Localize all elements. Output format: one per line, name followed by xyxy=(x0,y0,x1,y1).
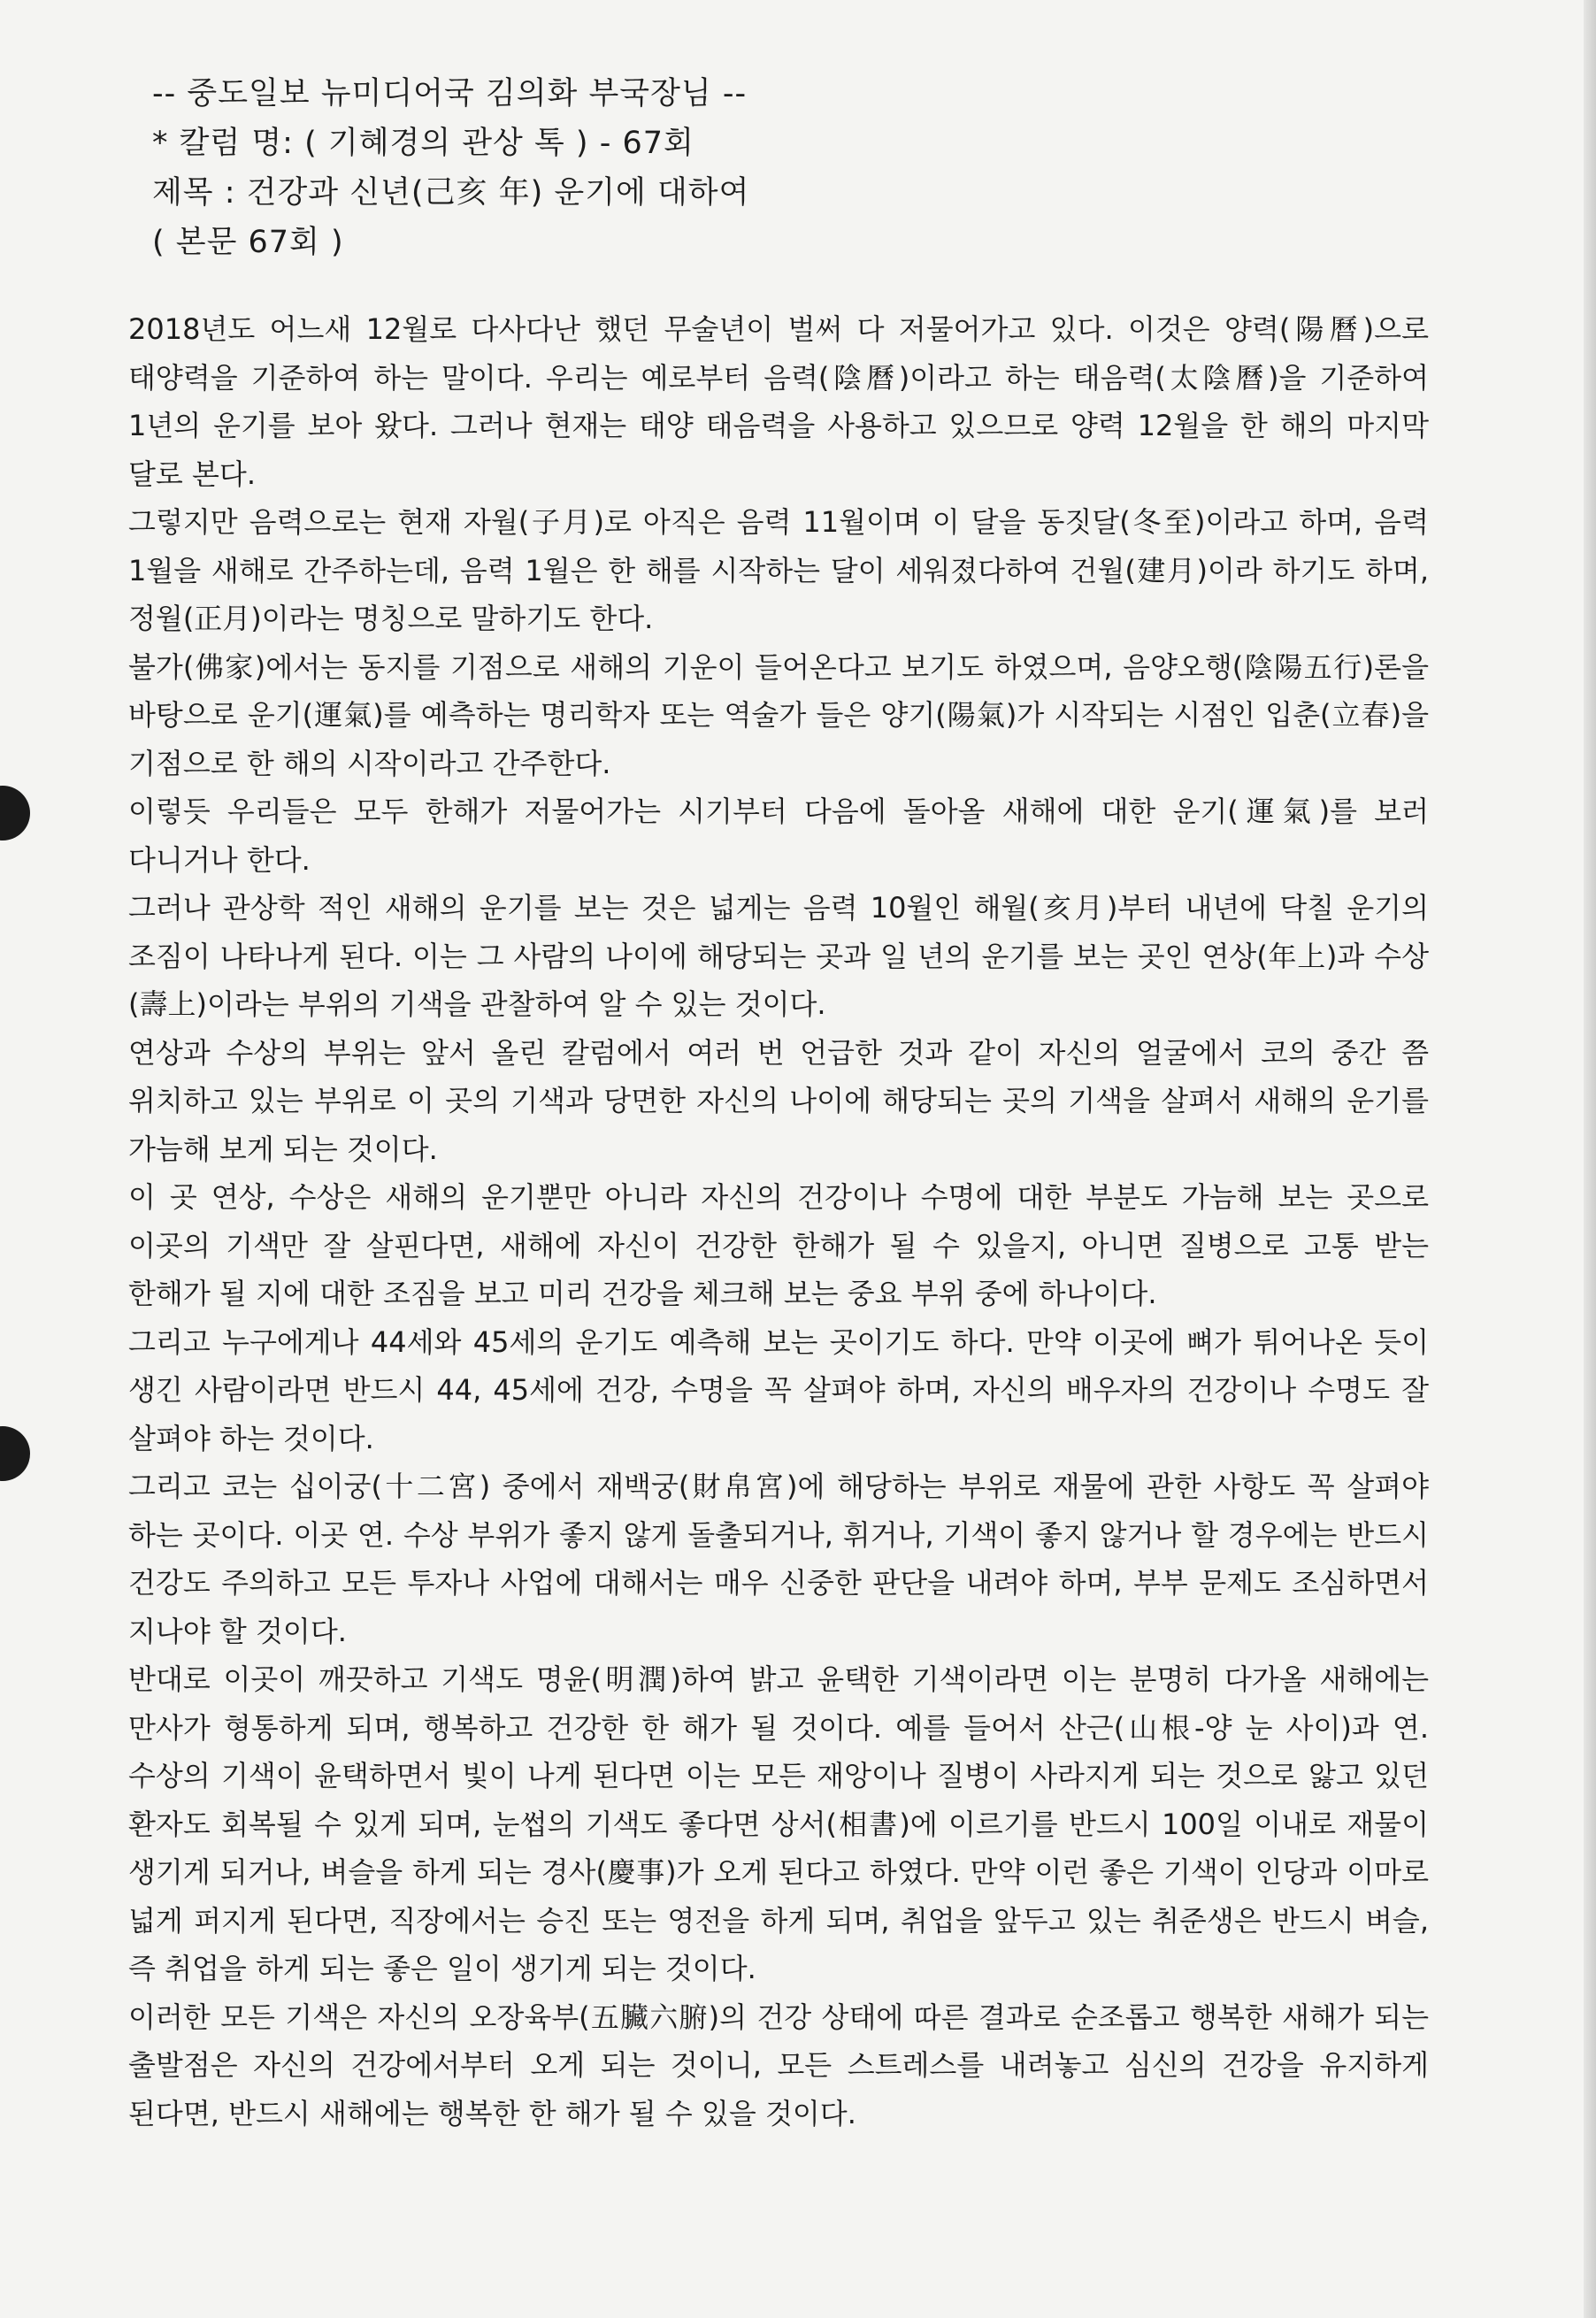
binder-hole xyxy=(0,1426,30,1481)
part-line: ( 본문 67회 ) xyxy=(152,225,344,260)
paragraph: 이 곳 연상, 수상은 새해의 운기뿐만 아니라 자신의 건강이나 수명에 대한 부분도 가늠해 보는 곳으로 이곳의 기색만 잘 살핀다면, 새해에 자신이 건강한 한해가 될 수 있을지, 아니면 질병으로 고통 받는 한해가 될 지에 대한 조짐을 보고 미리 건강을 체크해 보는 중요 부위 중에 하나이다. xyxy=(128,1180,1429,1310)
paragraph: 이렇듯 우리들은 모두 한해가 저물어가는 시기부터 다음에 돌아올 새해에 대한 운기(運氣)를 보러 다니거나 한다. xyxy=(128,794,1429,877)
title-line: 제목 : 건강과 신년(己亥 年) 운기에 대하여 xyxy=(152,175,750,211)
paragraph: 불가(佛家)에서는 동지를 기점으로 새해의 기운이 들어온다고 보기도 하였으며, 음양오행(陰陽五行)론을 바탕으로 운기(運氣)를 예측하는 명리학자 또는 역술가 들은 양기(陽氣)가 시작되는 시점인 입춘(立春)을 기점으로 한 해의 시작이라고 간주한다. xyxy=(128,649,1429,780)
paragraph: 그렇지만 음력으로는 현재 자월(子月)로 아직은 음력 11월이며 이 달을 동짓달(冬至)이라고 하며, 음력 1월을 새해로 간주하는데, 음력 1월은 한 해를 시작하는 달이 세워졌다하여 건월(建月)이라 하기도 하며, 정월(正月)이라는 명칭으로 말하기도 한다. xyxy=(128,505,1429,635)
document-header xyxy=(152,69,1462,267)
paragraph: 이러한 모든 기색은 자신의 오장육부(五臟六腑)의 건강 상태에 따른 결과로 순조롭고 행복한 새해가 되는 출발점은 자신의 건강에서부터 오게 되는 것이니, 모든 스트레스를 내려놓고 심신의 건강을 유지하게 된다면, 반드시 새해에는 행복한 한 해가 될 수 있을 것이다. xyxy=(128,1999,1429,2130)
paragraph: 반대로 이곳이 깨끗하고 기색도 명윤(明潤)하여 밝고 윤택한 기색이라면 이는 분명히 다가올 새해에는 만사가 형통하게 되며, 행복하고 건강한 한 해가 될 것이다. 예를 들어서 산근(山根-양 눈 사이)과 연. 수상의 기색이 윤택하면서 빛이 나게 된다면 이는 모든 재앙이나 질병이 사라지게 되는 것으로 앓고 있던 환자도 회복될 수 있게 되며, 눈썹의 기색도 좋다면 상서(相書)에 이르기를 반드시 100일 이내로 재물이 생기게 되거나, 벼슬을 하게 되는 경사(慶事)가 오게 된다고 하였다. 만약 이런 좋은 기색이 인당과 이마로 넓게 퍼지게 된다면, 직장에서는 승진 또는 영전을 하게 되며, 취업을 앞두고 있는 취준생은 반드시 벼슬, 즉 취업을 하게 되는 좋은 일이 생기게 되는 것이다. xyxy=(128,1662,1429,1985)
paragraph: 그러나 관상학 적인 새해의 운기를 보는 것은 넓게는 음력 10월인 해월(亥月)부터 내년에 닥칠 운기의 조짐이 나타나게 된다. 이는 그 사람의 나이에 해당되는 곳과 일 년의 운기를 보는 곳인 연상(年上)과 수상(壽上)이라는 부위의 기색을 관찰하여 알 수 있는 것이다. xyxy=(128,891,1429,1021)
binder-hole xyxy=(0,786,30,840)
page-edge xyxy=(1584,0,1596,2318)
author-line: -- 중도일보 뉴미디어국 김의화 부국장님 -- xyxy=(152,76,748,111)
article-body xyxy=(128,305,1429,2138)
paragraph: 연상과 수상의 부위는 앞서 올린 칼럼에서 여러 번 언급한 것과 같이 자신의 얼굴에서 코의 중간 쯤 위치하고 있는 부위로 이 곳의 기색과 당면한 자신의 나이에 해당되는 곳의 기색을 살펴서 새해의 운기를 가늠해 보게 되는 것이다. xyxy=(128,1035,1429,1166)
paragraph: 2018년도 어느새 12월로 다사다난 했던 무술년이 벌써 다 저물어가고 있다. 이것은 양력(陽曆)으로 태양력을 기준하여 하는 말이다. 우리는 예로부터 음력(陰曆)이라고 하는 태음력(太陰曆)을 기준하여 1년의 운기를 보아 왔다. 그러나 현재는 태양 태음력을 사용하고 있으므로 양력 12월을 한 해의 마지막 달로 본다. xyxy=(128,312,1429,491)
paragraph: 그리고 코는 십이궁(十二宮) 중에서 재백궁(財帛宮)에 해당하는 부위로 재물에 관한 사항도 꼭 살펴야 하는 곳이다. 이곳 연. 수상 부위가 좋지 않게 돌출되거나, 휘거나, 기색이 좋지 않거나 할 경우에는 반드시 건강도 주의하고 모든 투자나 사업에 대해서는 매우 신중한 판단을 내려야 하며, 부부 문제도 조심하면서 지나야 할 것이다. xyxy=(128,1470,1429,1648)
paragraph: 그리고 누구에게나 44세와 45세의 운기도 예측해 보는 곳이기도 하다. 만약 이곳에 뼈가 튀어나온 듯이 생긴 사람이라면 반드시 44, 45세에 건강, 수명을 꼭 살펴야 하며, 자신의 배우자의 건강이나 수명도 잘 살펴야 하는 것이다. xyxy=(128,1324,1429,1455)
column-name-line: * 칼럼 명: ( 기혜경의 관상 톡 ) - 67회 xyxy=(152,126,694,161)
